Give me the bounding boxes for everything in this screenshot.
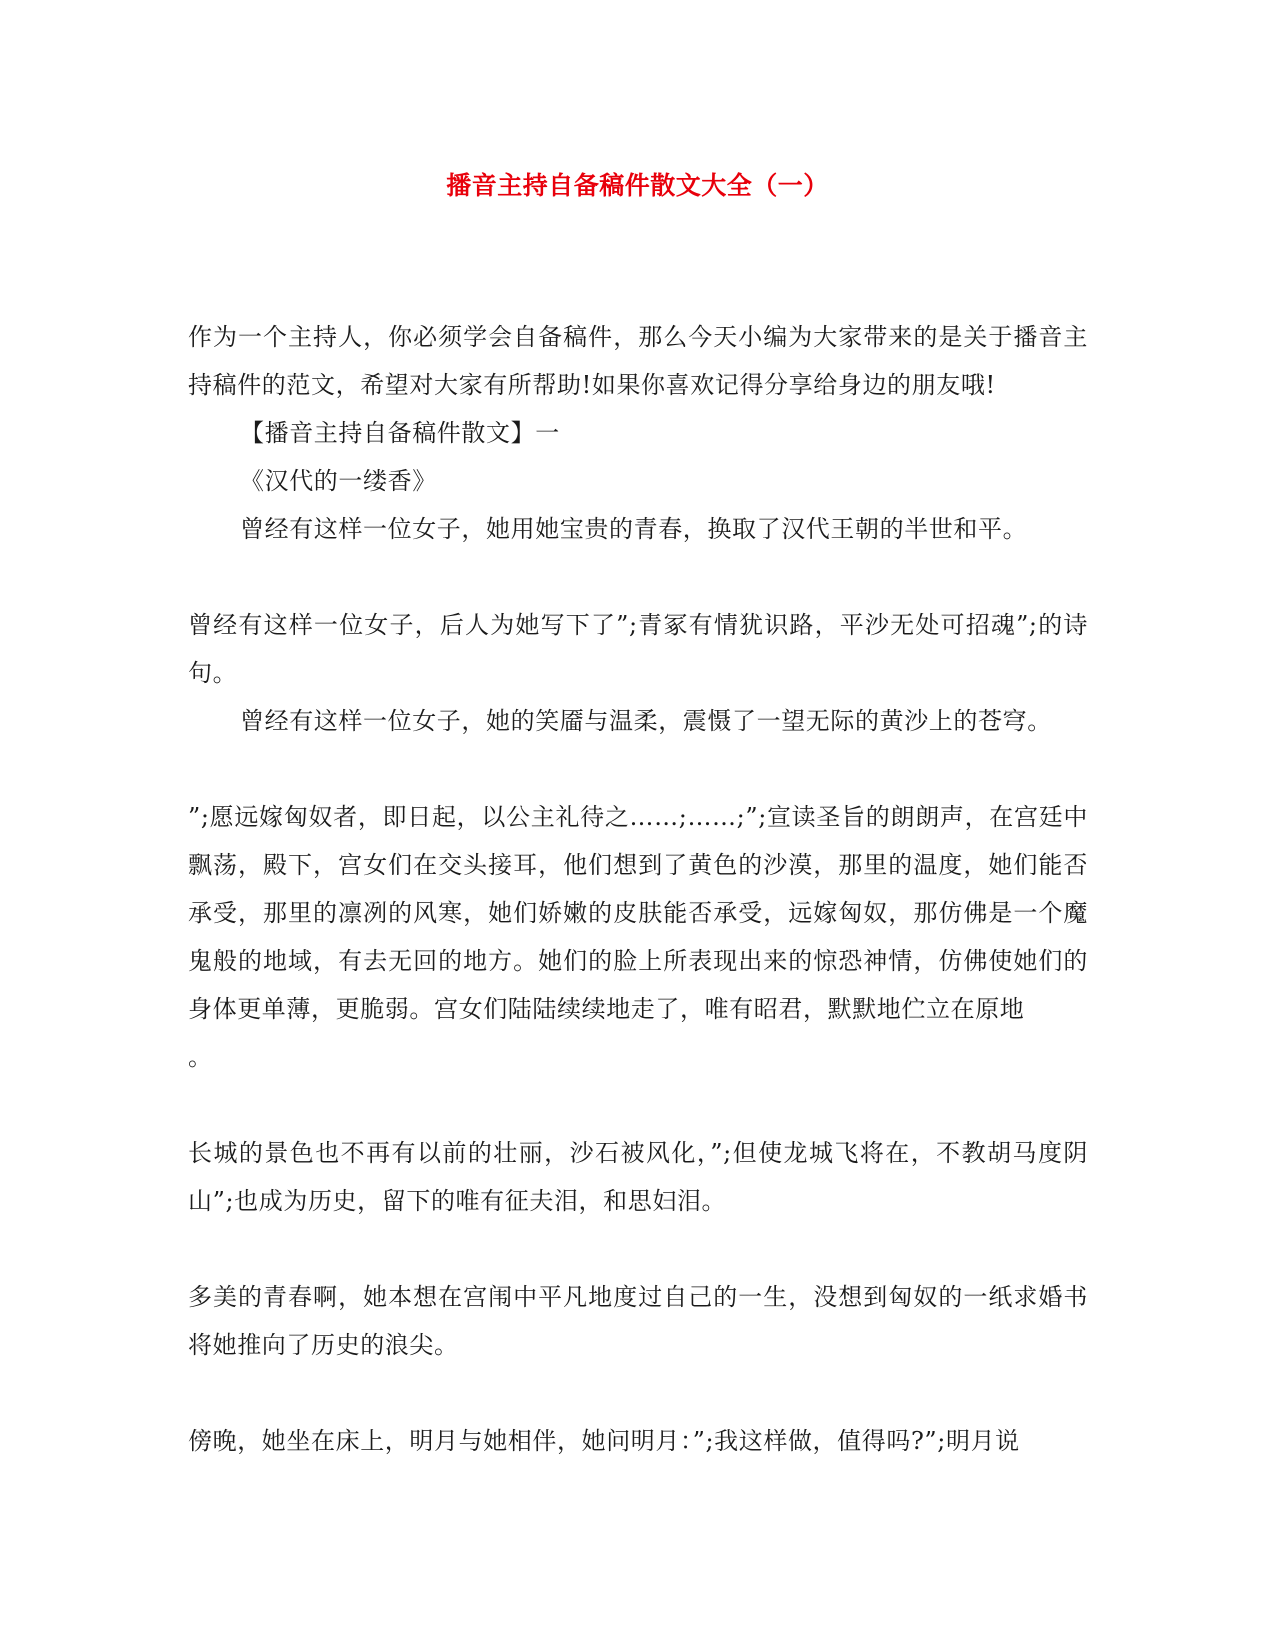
paragraph-gap — [188, 745, 1088, 793]
paragraph-gap — [188, 1225, 1088, 1273]
paragraph-gap — [188, 1369, 1088, 1417]
paragraph-gap — [188, 553, 1088, 601]
essay-paragraph: 多美的青春啊，她本想在宫闱中平凡地度过自己的一生，没想到匈奴的一纸求婚书将她推向了历史的浪尖。 — [188, 1283, 1088, 1359]
document-body — [188, 313, 1088, 1465]
document-title: 播音主持自备稿件散文大全（一） — [446, 171, 829, 200]
essay-paragraph-end: 。 — [188, 1043, 213, 1071]
essay-paragraph: ”;愿远嫁匈奴者，即日起，以公主礼待之……;……;”;宣读圣旨的朗朗声，在宫廷中飘荡，殿下，宫女们在交头接耳，他们想到了黄色的沙漠，那里的温度，她们能否承受，那里的凛冽的风寒，她们娇嫩的皮肤能否承受，远嫁匈奴，那仿佛是一个魔鬼般的地域，有去无回的地方。她们的脸上所表现出来的惊恐神情，仿佛使她们的身体更单薄，更脆弱。宫女们陆陆续续地走了，唯有昭君，默默地伫立在原地 — [188, 803, 1088, 1023]
paragraph-gap — [188, 1081, 1088, 1129]
essay-title: 《汉代的一缕香》 — [240, 467, 437, 495]
essay-paragraph: 傍晚，她坐在床上，明月与她相伴，她问明月：”;我这样做，值得吗?”;明月说 — [188, 1427, 1020, 1455]
essay-paragraph: 长城的景色也不再有以前的壮丽，沙石被风化，”;但使龙城飞将在，不教胡马度阴山”;也成为历史，留下的唯有征夫泪，和思妇泪。 — [188, 1139, 1088, 1215]
essay-paragraph: 曾经有这样一位女子，后人为她写下了”;青冢有情犹识路，平沙无处可招魂”;的诗句。 — [188, 611, 1088, 687]
essay-paragraph: 曾经有这样一位女子，她用她宝贵的青春，换取了汉代王朝的半世和平。 — [240, 515, 1028, 543]
intro-paragraph: 作为一个主持人，你必须学会自备稿件，那么今天小编为大家带来的是关于播音主持稿件的范文，希望对大家有所帮助!如果你喜欢记得分享给身边的朋友哦! — [188, 323, 1088, 399]
section-heading: 【播音主持自备稿件散文】一 — [240, 419, 560, 447]
essay-paragraph: 曾经有这样一位女子，她的笑靥与温柔，震慑了一望无际的黄沙上的苍穹。 — [240, 707, 1052, 735]
